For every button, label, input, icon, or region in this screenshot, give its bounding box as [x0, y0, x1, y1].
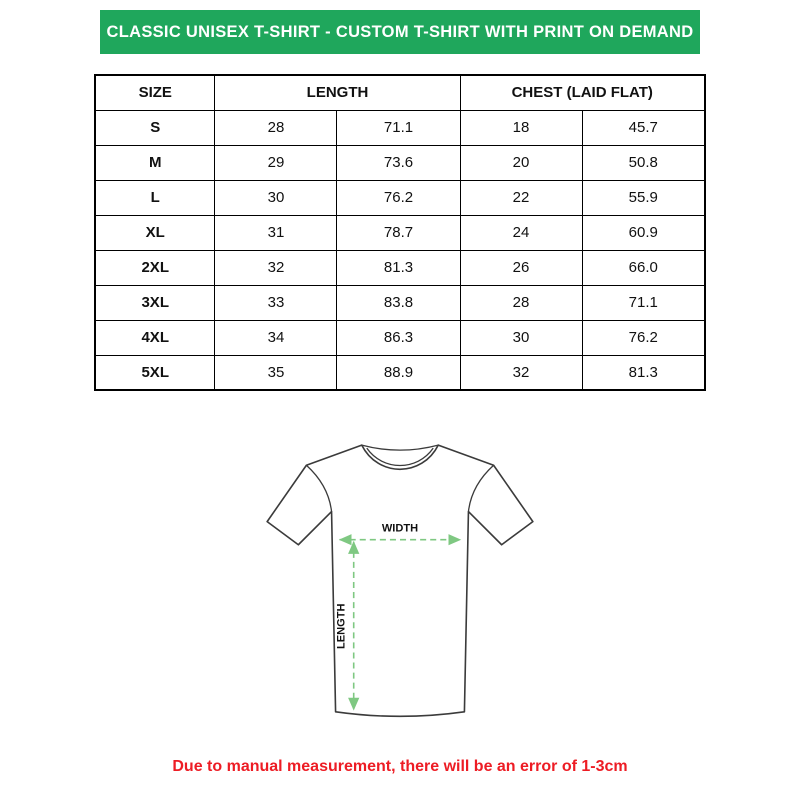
size-table: [94, 74, 706, 391]
size-label: M: [95, 145, 215, 180]
size-label: 4XL: [95, 320, 215, 355]
chest-cm: 60.9: [582, 215, 705, 250]
chest-in: 30: [460, 320, 582, 355]
tshirt-measurement-svg: [245, 427, 555, 739]
size-label: 3XL: [95, 285, 215, 320]
table-row: [95, 215, 705, 250]
length-in: 29: [215, 145, 337, 180]
chest-cm: 66.0: [582, 250, 705, 285]
table-row: [95, 145, 705, 180]
length-cm: 78.7: [337, 215, 460, 250]
table-row: [95, 250, 705, 285]
chest-cm: 76.2: [582, 320, 705, 355]
table-row: [95, 320, 705, 355]
measurement-note: Due to manual measurement, there will be an error of 1-3cm: [172, 758, 628, 775]
length-in: 30: [215, 180, 337, 215]
chest-in: 22: [460, 180, 582, 215]
table-row: [95, 110, 705, 145]
size-label: 2XL: [95, 250, 215, 285]
chest-cm: 45.7: [582, 110, 705, 145]
length-in: 34: [215, 320, 337, 355]
length-cm: 88.9: [337, 355, 460, 390]
col-header-chest: CHEST (LAID FLAT): [460, 75, 705, 110]
chest-in: 32: [460, 355, 582, 390]
chest-cm: 50.8: [582, 145, 705, 180]
tshirt-outline: [267, 445, 533, 716]
length-in: 33: [215, 285, 337, 320]
tshirt-back-collar-line: [362, 445, 438, 450]
chest-in: 18: [460, 110, 582, 145]
length-label: LENGTH: [335, 603, 348, 650]
col-header-size: SIZE: [95, 75, 215, 110]
size-label: XL: [95, 215, 215, 250]
size-label: S: [95, 110, 215, 145]
chest-cm: 55.9: [582, 180, 705, 215]
length-in: 35: [215, 355, 337, 390]
length-in: 28: [215, 110, 337, 145]
width-label: WIDTH: [381, 522, 419, 535]
table-row: [95, 285, 705, 320]
chest-cm: 81.3: [582, 355, 705, 390]
length-cm: 76.2: [337, 180, 460, 215]
chest-in: 26: [460, 250, 582, 285]
length-cm: 86.3: [337, 320, 460, 355]
title-banner: [100, 10, 700, 54]
length-cm: 81.3: [337, 250, 460, 285]
chest-in: 20: [460, 145, 582, 180]
table-header-row: [95, 75, 705, 110]
tshirt-diagram: [240, 427, 560, 739]
table-row: [95, 355, 705, 390]
col-header-length: LENGTH: [215, 75, 460, 110]
chest-in: 28: [460, 285, 582, 320]
length-cm: 71.1: [337, 110, 460, 145]
size-label: L: [95, 180, 215, 215]
length-in: 31: [215, 215, 337, 250]
length-in: 32: [215, 250, 337, 285]
chest-in: 24: [460, 215, 582, 250]
page-title: CLASSIC UNISEX T-SHIRT - CUSTOM T-SHIRT WITH PRINT ON DEMAND: [106, 22, 694, 41]
chest-cm: 71.1: [582, 285, 705, 320]
length-cm: 73.6: [337, 145, 460, 180]
table-row: [95, 180, 705, 215]
length-cm: 83.8: [337, 285, 460, 320]
size-label: 5XL: [95, 355, 215, 390]
